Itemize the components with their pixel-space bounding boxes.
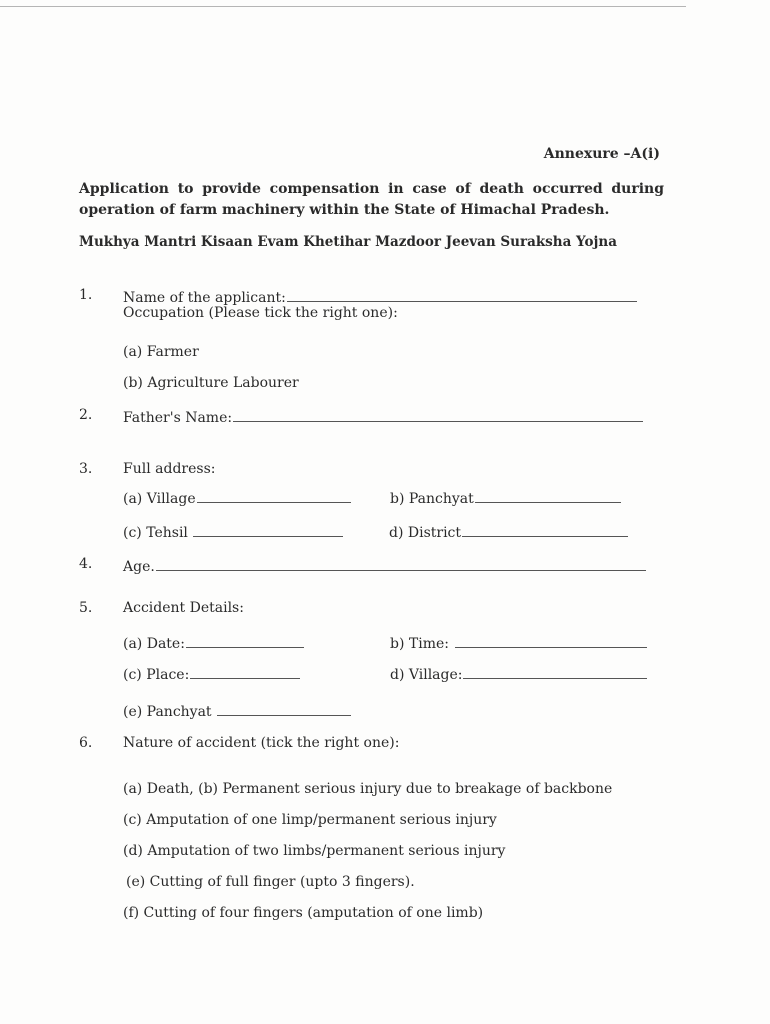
age-field[interactable]: [156, 556, 646, 571]
time-label: b) Time:: [390, 636, 449, 652]
tehsil-row: [123, 522, 343, 541]
father-name-field[interactable]: [233, 407, 643, 422]
time-field[interactable]: [455, 633, 647, 648]
age-row: [123, 556, 646, 575]
accident-village-row: [390, 664, 647, 683]
tehsil-label: (c) Tehsil: [123, 525, 188, 541]
q3-number: 3.: [79, 461, 93, 477]
accident-village-label: d) Village:: [390, 667, 463, 683]
tehsil-field[interactable]: [193, 522, 343, 537]
district-row: [389, 522, 628, 541]
panchyat-label: b) Panchyat: [390, 491, 474, 507]
place-row: [123, 664, 300, 683]
q6-number: 6.: [79, 735, 93, 751]
panchyat-field[interactable]: [475, 488, 621, 503]
date-row: [123, 633, 304, 652]
q2-number: 2.: [79, 407, 93, 423]
applicant-name-field[interactable]: [287, 287, 637, 302]
q1-name-row: [123, 287, 637, 306]
date-label: (a) Date:: [123, 636, 185, 652]
district-label: d) District: [389, 525, 462, 541]
place-field[interactable]: [190, 664, 300, 679]
accident-panchyat-row: [123, 701, 351, 720]
form-title: Application to provide compensation in case of death occurred during operation of farm machinery within the State of Himachal Pradesh.: [79, 181, 664, 218]
panchyat-row: [390, 488, 621, 507]
district-field[interactable]: [462, 522, 628, 537]
place-label: (c) Place:: [123, 667, 190, 683]
top-rule: [0, 6, 686, 7]
age-label: Age.: [123, 559, 155, 575]
annexure-label: Annexure –A(i): [543, 146, 660, 162]
accident-panchyat-label: (e) Panchyat: [123, 704, 212, 720]
occupation-label: Occupation (Please tick the right one):: [123, 305, 398, 321]
father-name-label: Father's Name:: [123, 410, 233, 426]
q4-number: 4.: [79, 556, 93, 572]
q2-row: [123, 407, 643, 426]
occupation-labourer-option[interactable]: (b) Agriculture Labourer: [123, 375, 299, 391]
date-field[interactable]: [186, 633, 304, 648]
village-row: [123, 488, 351, 507]
nature-option-a-b[interactable]: (a) Death, (b) Permanent serious injury due to breakage of backbone: [123, 781, 613, 797]
village-field[interactable]: [197, 488, 351, 503]
nature-option-c[interactable]: (c) Amputation of one limp/permanent serious injury: [123, 812, 497, 828]
applicant-name-label: Name of the applicant:: [123, 290, 286, 306]
accident-village-field[interactable]: [463, 664, 647, 679]
nature-option-e[interactable]: (e) Cutting of full finger (upto 3 fingers).: [126, 874, 415, 890]
q1-number: 1.: [79, 287, 93, 303]
nature-option-d[interactable]: (d) Amputation of two limbs/permanent serious injury: [123, 843, 506, 859]
full-address-label: Full address:: [123, 461, 216, 477]
accident-details-label: Accident Details:: [123, 600, 244, 616]
nature-of-accident-label: Nature of accident (tick the right one):: [123, 735, 400, 751]
scheme-name: Mukhya Mantri Kisaan Evam Khetihar Mazdoor Jeevan Suraksha Yojna: [79, 234, 617, 250]
time-row: [390, 633, 647, 652]
accident-panchyat-field[interactable]: [217, 701, 351, 716]
occupation-farmer-option[interactable]: (a) Farmer: [123, 344, 199, 360]
q5-number: 5.: [79, 600, 93, 616]
village-label: (a) Village: [123, 491, 196, 507]
nature-option-f[interactable]: (f) Cutting of four fingers (amputation of one limb): [123, 905, 484, 921]
